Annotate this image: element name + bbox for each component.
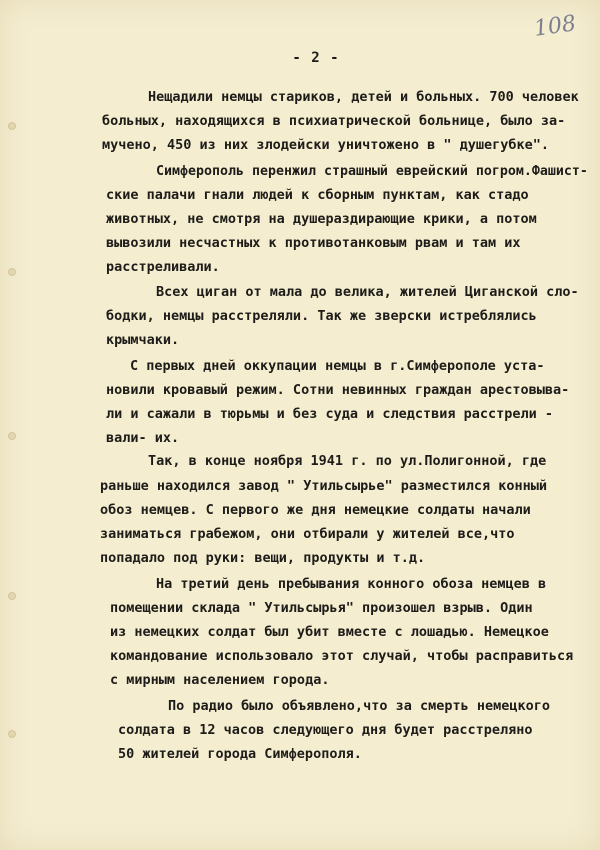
text-line: командование использовало этот случай, чтобы расправиться xyxy=(110,648,574,664)
text-line: животных, не смотря на душераздирающие крики, а потом xyxy=(106,211,537,227)
text-line: Так, в конце ноября 1941 г. по ул.Полигонной, где xyxy=(148,453,547,469)
binder-hole xyxy=(8,122,16,130)
text-line: обоз немцев. С первого же дня немецкие солдаты начали xyxy=(100,502,531,518)
text-line: На третий день пребывания конного обоза немцев в xyxy=(156,576,547,592)
text-line: расстреливали. xyxy=(106,259,220,275)
text-line: из немецких солдат был убит вместе с лошадью. Немецкое xyxy=(110,624,549,640)
page-number: - 2 - xyxy=(292,50,340,66)
archive-sheet-number: 108 xyxy=(532,11,578,42)
text-line: новили кровавый режим. Сотни невинных граждан арестовыва- xyxy=(106,382,570,398)
text-line: 50 жителей города Симферополя. xyxy=(118,746,362,762)
text-line: вывозили несчастных к противотанковым рвам и там их xyxy=(106,235,521,251)
text-line: помещении склада " Утильсырья" произошел взрыв. Один xyxy=(110,600,533,616)
text-line: вали- их. xyxy=(106,430,180,446)
binder-hole xyxy=(8,432,16,440)
text-line: Нещадили немцы стариков, детей и больных. 700 человек xyxy=(148,89,579,105)
text-line: заниматься грабежом, они отбирали у жителей все,что xyxy=(100,526,515,542)
binder-hole xyxy=(8,268,16,276)
text-line: больных, находящихся в психиатрической больнице, было за- xyxy=(102,113,566,129)
text-line: крымчаки. xyxy=(106,332,180,348)
text-line: бодки, немцы расстреляли. Так же зверски истреблялись xyxy=(106,308,537,324)
text-line: с мирным населением города. xyxy=(110,672,330,688)
text-line: Симферополь перенжил страшный еврейский погром.Фашист- xyxy=(156,163,588,179)
text-line: С первых дней оккупации немцы в г.Симферополе уста- xyxy=(130,358,545,374)
binder-hole xyxy=(8,730,16,738)
text-line: ские палачи гнали людей к сборным пунктам, как стадо xyxy=(106,187,529,203)
text-line: По радио было объявлено,что за смерть немецкого xyxy=(168,698,551,714)
text-line: попадало под руки: вещи, продукты и т.д. xyxy=(100,550,426,566)
text-line: солдата в 12 часов следующего дня будет расстреляно xyxy=(118,722,533,738)
binder-hole xyxy=(8,592,16,600)
text-line: мучено, 450 из них злодейски уничтожено в " душегубке". xyxy=(102,137,550,153)
text-line: ли и сажали в тюрьмы и без суда и следствия расстрели - xyxy=(106,406,554,422)
text-line: Всех циган от мала до велика, жителей Циганской сло- xyxy=(156,284,579,300)
text-line: раньше находился завод " Утильсырье" разместился конный xyxy=(100,478,548,494)
